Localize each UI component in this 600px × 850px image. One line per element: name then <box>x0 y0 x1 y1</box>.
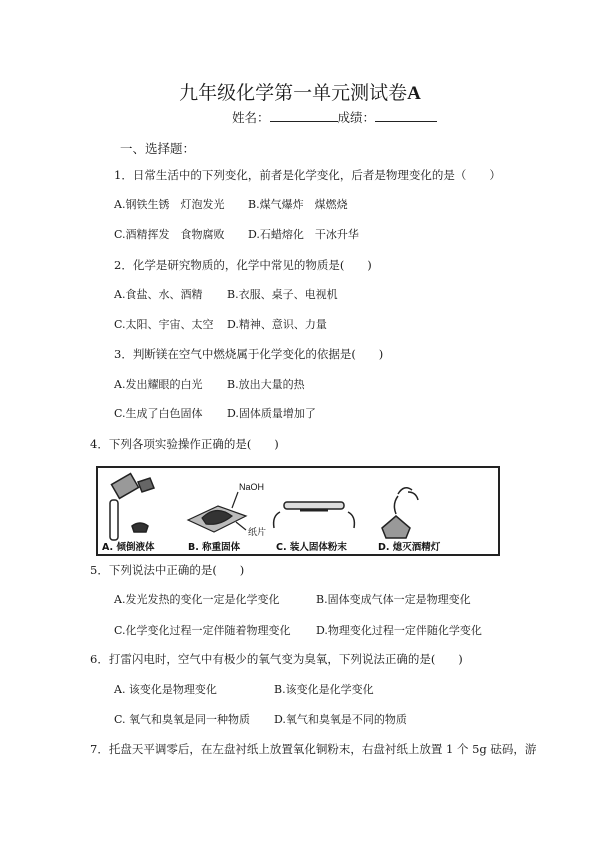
question-5-option-c: C.化学变化过程一定伴随着物理变化 <box>114 624 291 637</box>
score-blank[interactable] <box>375 109 437 122</box>
student-info-line <box>232 108 437 126</box>
question-6-stem: 6．打雷闪电时，空气中有极少的氧气变为臭氧，下列说法正确的是( ) <box>90 652 463 666</box>
naoh-label: NaOH <box>239 482 265 492</box>
question-2-option-a: A.食盐、水、酒精 <box>114 288 203 301</box>
caption-b: B. 称重固体 <box>188 542 241 553</box>
caption-d: D. 熄灭酒精灯 <box>378 542 441 553</box>
panel-c-add-powder <box>274 502 355 528</box>
question-1-stem: 1．日常生活中的下列变化，前者是化学变化，后者是物理变化的是（ ） <box>114 168 501 182</box>
left-hand <box>274 512 280 528</box>
question-6-option-c: C. 氧气和臭氧是同一种物质 <box>114 713 251 726</box>
question-3-option-b: B.放出大量的热 <box>227 378 305 391</box>
panel-d-extinguish-lamp <box>382 488 418 538</box>
score-label: 成绩： <box>337 110 376 125</box>
question-5-option-b: B.固体变成气体一定是物理变化 <box>316 593 471 606</box>
reagent-bottle <box>111 474 138 499</box>
question-2-option-b: B.衣服、桌子、电视机 <box>227 288 338 301</box>
question-2-option-c: C.太阳、宇宙、太空 <box>114 318 214 331</box>
bottle-label <box>138 478 154 492</box>
mouth-hand <box>408 492 418 500</box>
question-3-option-a: A.发出耀眼的白光 <box>114 378 203 391</box>
right-hand <box>348 512 354 528</box>
horizontal-tube <box>284 502 344 509</box>
question-7-stem: 7．托盘天平调零后，在左盘衬纸上放置氧化铜粉末，右盘衬纸上放置 1 个 5g 砝码，游 <box>90 742 537 756</box>
name-blank[interactable] <box>270 109 338 122</box>
question-6-option-d: D.氧气和臭氧是不同的物质 <box>274 713 407 726</box>
question-1-option-b: B.煤气爆炸 煤燃烧 <box>248 198 348 211</box>
question-5-option-d: D.物理变化过程一定伴随化学变化 <box>316 624 482 637</box>
question-6-option-b: B.该变化是化学变化 <box>274 683 374 696</box>
paper-pointer <box>236 522 246 530</box>
caption-c: C. 装人固体粉末 <box>276 542 347 553</box>
panel-b-weigh-solid <box>188 492 246 532</box>
question-2-stem: 2．化学是研究物质的，化学中常见的物质是( ) <box>114 258 372 272</box>
exam-title-suffix: A <box>407 83 421 104</box>
question-5-stem: 5．下列说法中正确的是( ) <box>90 563 245 577</box>
question-3-option-c: C.生成了白色固体 <box>114 407 203 420</box>
caption-a: A. 倾倒液体 <box>102 542 155 553</box>
flame <box>394 496 398 514</box>
question-2-option-d: D.精神、意识、力量 <box>227 318 327 331</box>
question-1-option-a: A.钢铁生锈 灯泡发光 <box>114 198 225 211</box>
section-heading: 一、选择题： <box>120 141 196 156</box>
panel-a-pour-liquid <box>110 474 154 540</box>
paper-label: 纸片 <box>248 528 267 538</box>
question-6-option-a: A. 该变化是物理变化 <box>114 683 217 696</box>
naoh-pointer <box>232 492 238 508</box>
question-4-stem: 4．下列各项实验操作正确的是( ) <box>90 437 279 451</box>
question-3-option-d: D.固体质量增加了 <box>227 407 316 420</box>
test-tube <box>110 500 118 540</box>
alcohol-lamp <box>382 516 410 538</box>
question-5-option-a: A.发光发热的变化一定是化学变化 <box>114 593 280 606</box>
exam-title: 九年级化学第一单元测试卷A <box>179 82 421 104</box>
question-1-option-c: C.酒精挥发 食物腐败 <box>114 228 225 241</box>
lab-operations-figure <box>96 466 500 556</box>
blowing-breath <box>398 488 412 494</box>
question-3-stem: 3．判断镁在空气中燃烧属于化学变化的依据是( ) <box>114 347 384 361</box>
stopper <box>132 523 148 532</box>
name-label: 姓名： <box>232 110 270 125</box>
question-1-option-d: D.石蜡熔化 干冰升华 <box>248 228 359 241</box>
